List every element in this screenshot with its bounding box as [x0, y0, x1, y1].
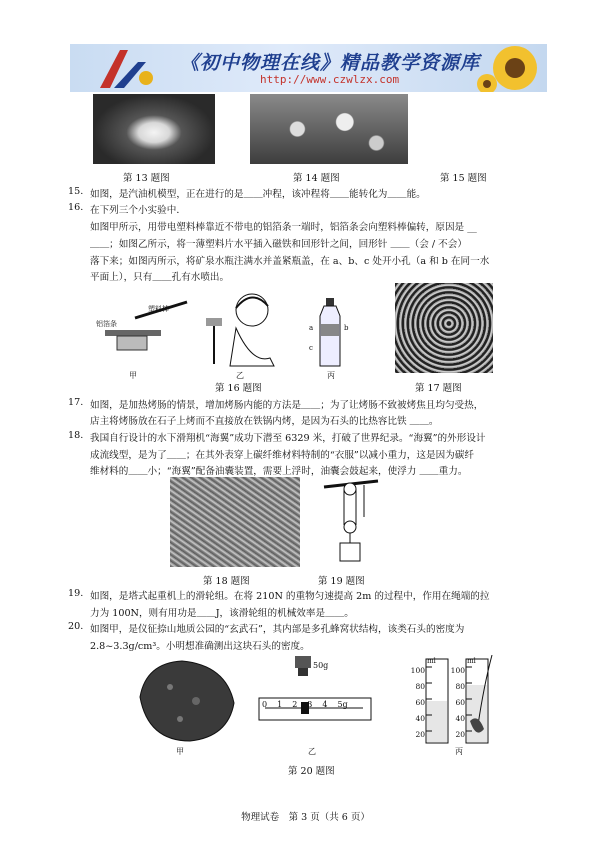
q19-number: 19.: [68, 588, 84, 599]
cyl-tick: 60: [455, 698, 465, 707]
engine-model-photo: [93, 94, 215, 164]
fig16-label-b: b: [344, 324, 349, 332]
fig17-sausage-photo: [395, 283, 493, 373]
q19-line-1: 如图，是塔式起重机上的滑轮组。在将 210N 的重物匀速提高 2m 的过程中，作用在绳端的拉: [90, 591, 490, 602]
cyl-tick: 80: [455, 682, 465, 691]
fig20-label-yi: 乙: [308, 747, 316, 756]
caption-fig18: 第 18 题图: [203, 576, 250, 587]
fig16-label-jia: 甲: [129, 371, 137, 380]
q18-line-3: 维材料的＿＿小；“海翼”配备油囊装置，需要上浮时，油囊会鼓起来，使浮力 ＿＿重力。: [90, 466, 468, 477]
header-banner: [70, 44, 547, 92]
caption-fig16: 第 16 题图: [215, 383, 262, 394]
fig16-bing-bottle: [314, 296, 349, 370]
fig16-jia-diagram: [95, 290, 195, 370]
ruler-tick: 2: [292, 700, 298, 709]
caption-fig15: 第 15 题图: [440, 173, 487, 184]
water-droplets-photo: [250, 94, 408, 164]
q18-line-2: 成流线型，是为了＿＿；在其外表穿上碳纤维材料特制的“衣服”以减小重力，这是因为碳纤: [90, 450, 474, 461]
q15-number: 15.: [68, 186, 84, 197]
fig16-label-yi: 乙: [236, 371, 244, 380]
q16-line-5: 平面上），只有＿＿孔有水喷出。: [90, 272, 230, 283]
q20-line-1: 如图甲，是仪征捺山地质公园的“玄武石”，其内部是多孔蜂窝状结构，该类石头的密度为: [90, 624, 465, 635]
caption-fig14: 第 14 题图: [293, 173, 340, 184]
banner-url: http://www.czwlzx.com: [260, 73, 400, 86]
cyl-tick: 20: [415, 730, 425, 739]
q16-line-1: 在下列三个小实验中．: [90, 205, 186, 216]
fig20-weight-label: 50g: [313, 661, 329, 670]
cyl-tick: 80: [415, 682, 425, 691]
q17-line-1: 如图，是加热烤肠的情景，增加烤肠内能的方法是＿＿；为了让烤肠不致被烤焦且均匀受热，: [90, 400, 484, 411]
cyl-tick: 100: [410, 666, 425, 675]
q16-line-4: 落下来；如图丙所示，将矿泉水瓶注满水并盖紧瓶盖，在 a、b、c 处开小孔（a 和 b 在同一水: [90, 256, 490, 267]
q20-line-2: 2.8~3.3g/cm³。小明想准确测出这块石头的密度。: [90, 641, 310, 652]
fig16-label-a: a: [309, 324, 314, 332]
ruler-tick: 1: [277, 700, 283, 709]
fig20-label-bing: 丙: [455, 747, 463, 756]
fig20-cyl-scale-left: [405, 663, 425, 743]
banner-title: 《初中物理在线》精品教学资源库: [180, 52, 481, 74]
fig20-label-jia: 甲: [176, 747, 184, 756]
sunflower-image: [475, 44, 547, 92]
fig20-cyl-unit-left: ml: [427, 657, 436, 665]
ruler-tick: 3: [307, 700, 313, 709]
q18-line-1: 我国自行设计的水下滑翔机“海翼”成功下潜至 6329 米，打破了世界纪录。“海翼”的外形设计: [90, 433, 486, 444]
site-logo: [90, 48, 160, 90]
ruler-tick: 4: [322, 700, 328, 709]
fig16-label-c: c: [309, 344, 313, 352]
fig18-glider-photo: [170, 477, 300, 567]
q18-number: 18.: [68, 430, 84, 441]
fig16-label-bing: 丙: [327, 371, 335, 380]
q16-line-3: ＿＿；如图乙所示，将一薄塑料片水平插入磁铁和回形针之间，回形针 ＿＿（会 / 不会）: [90, 239, 467, 250]
fig20-ruler-ticks: [262, 700, 348, 709]
q20-number: 20.: [68, 621, 84, 632]
fig16-label-foil: 铝箔条: [96, 320, 117, 328]
fig20-jia-stone: [130, 657, 240, 745]
fig19-pulley-diagram: [320, 477, 380, 569]
q16-number: 16.: [68, 202, 84, 213]
cyl-tick: 60: [415, 698, 425, 707]
fig16-yi-diagram: [200, 288, 280, 368]
cyl-tick: 40: [415, 714, 425, 723]
ruler-tick: 0: [262, 700, 268, 709]
caption-fig20: 第 20 题图: [288, 766, 335, 777]
fig20-cyl-scale-right: [445, 663, 465, 743]
q16-line-2: 如图甲所示，用带电塑料棒靠近不带电的铝箔条一端时，铝箔条会向塑料棒偏转，原因是 __: [90, 222, 477, 233]
caption-fig13: 第 13 题图: [123, 173, 170, 184]
cyl-tick: 20: [455, 730, 465, 739]
caption-fig17: 第 17 题图: [415, 383, 462, 394]
page-footer: 物理试卷 第 3 页（共 6 页）: [241, 812, 370, 823]
ruler-tick: 5g: [337, 700, 348, 709]
caption-fig19: 第 19 题图: [318, 576, 365, 587]
cyl-tick: 40: [455, 714, 465, 723]
cyl-tick: 100: [450, 666, 465, 675]
fig16-label-rod: 塑料棒: [148, 305, 169, 313]
q15-text: 如图，是汽油机模型，正在进行的是＿＿冲程，该冲程将＿＿能转化为＿＿能。: [90, 189, 426, 200]
q19-line-2: 力为 100N，则有用功是＿＿J，该滑轮组的机械效率是＿＿。: [90, 608, 354, 619]
q17-number: 17.: [68, 397, 84, 408]
q17-line-2: 店主将烤肠放在石子上烤而不直接放在铁锅内烤，是因为石头的比热容比铁 ＿＿。: [90, 416, 439, 427]
fig20-cyl-unit-right: ml: [467, 657, 476, 665]
